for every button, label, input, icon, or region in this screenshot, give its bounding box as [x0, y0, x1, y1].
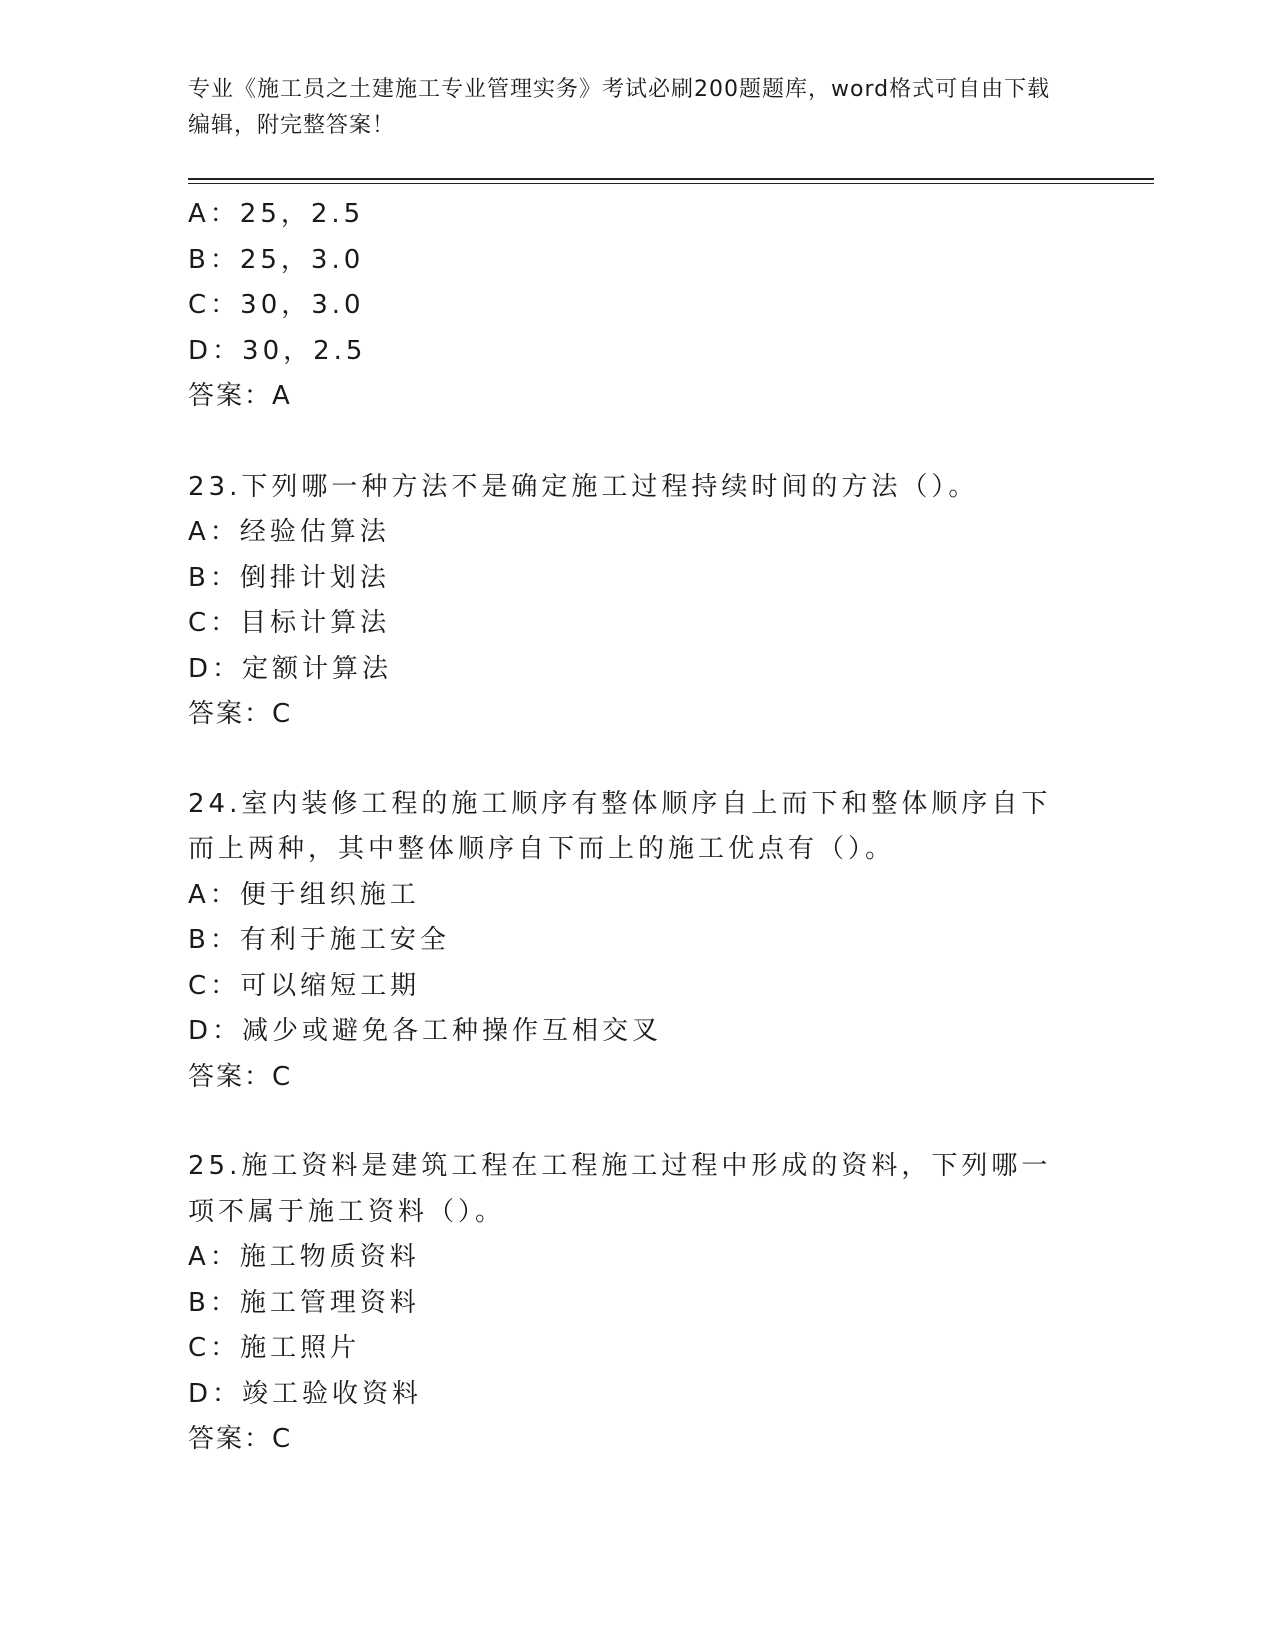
- option-c: C：目标计算法: [188, 608, 391, 638]
- spacer: [188, 1100, 1088, 1144]
- answer: 答案：C: [188, 699, 293, 729]
- option-d: D：竣工验收资料: [188, 1378, 423, 1409]
- option-c: C：可以缩短工期: [188, 970, 421, 1001]
- option-c: C：施工照片: [188, 1333, 361, 1363]
- option-a: A：经验估算法: [188, 517, 390, 547]
- prev-question-block: [188, 192, 1088, 420]
- option-d: D：30，2.5: [188, 335, 367, 366]
- header-rule-thin: [188, 183, 1154, 184]
- option-a: A：便于组织施工: [188, 879, 420, 910]
- option-d: D：定额计算法: [188, 653, 393, 684]
- spacer: [188, 420, 1088, 465]
- option-a: A：施工物质资料: [188, 1242, 420, 1272]
- question-block-24: [188, 782, 1088, 1101]
- answer: 答案：A: [188, 381, 292, 411]
- question-block-25: [188, 1144, 1088, 1463]
- option-b: B：有利于施工安全: [188, 925, 450, 955]
- option-c: C：30，3.0: [188, 290, 365, 320]
- answer: 答案：C: [188, 1424, 293, 1454]
- option-b: B：倒排计划法: [188, 562, 390, 593]
- question-stem: 23.下列哪一种方法不是确定施工过程持续时间的方法（）。: [188, 471, 979, 502]
- header-rule-thick: [188, 178, 1154, 180]
- question-content: [188, 192, 1088, 1463]
- option-a: A：25，2.5: [188, 199, 365, 229]
- answer: 答案：C: [188, 1061, 293, 1092]
- option-d: D：减少或避免各工种操作互相交叉: [188, 1016, 663, 1046]
- option-b: B：施工管理资料: [188, 1287, 420, 1318]
- option-b: B：25，3.0: [188, 244, 365, 275]
- question-block-23: [188, 465, 1088, 738]
- spacer: [188, 738, 1088, 782]
- question-stem: 24.室内装修工程的施工顺序有整体顺序自上而下和整体顺序自下而上两种，其中整体顺序自下而上的施工优点有（）。: [188, 788, 1052, 864]
- document-header: 专业《施工员之土建施工专业管理实务》考试必刷200题题库，word格式可自由下载编辑，附完整答案！: [188, 77, 1051, 138]
- question-stem: 25.施工资料是建筑工程在工程施工过程中形成的资料，下列哪一项不属于施工资料（）。: [188, 1151, 1052, 1227]
